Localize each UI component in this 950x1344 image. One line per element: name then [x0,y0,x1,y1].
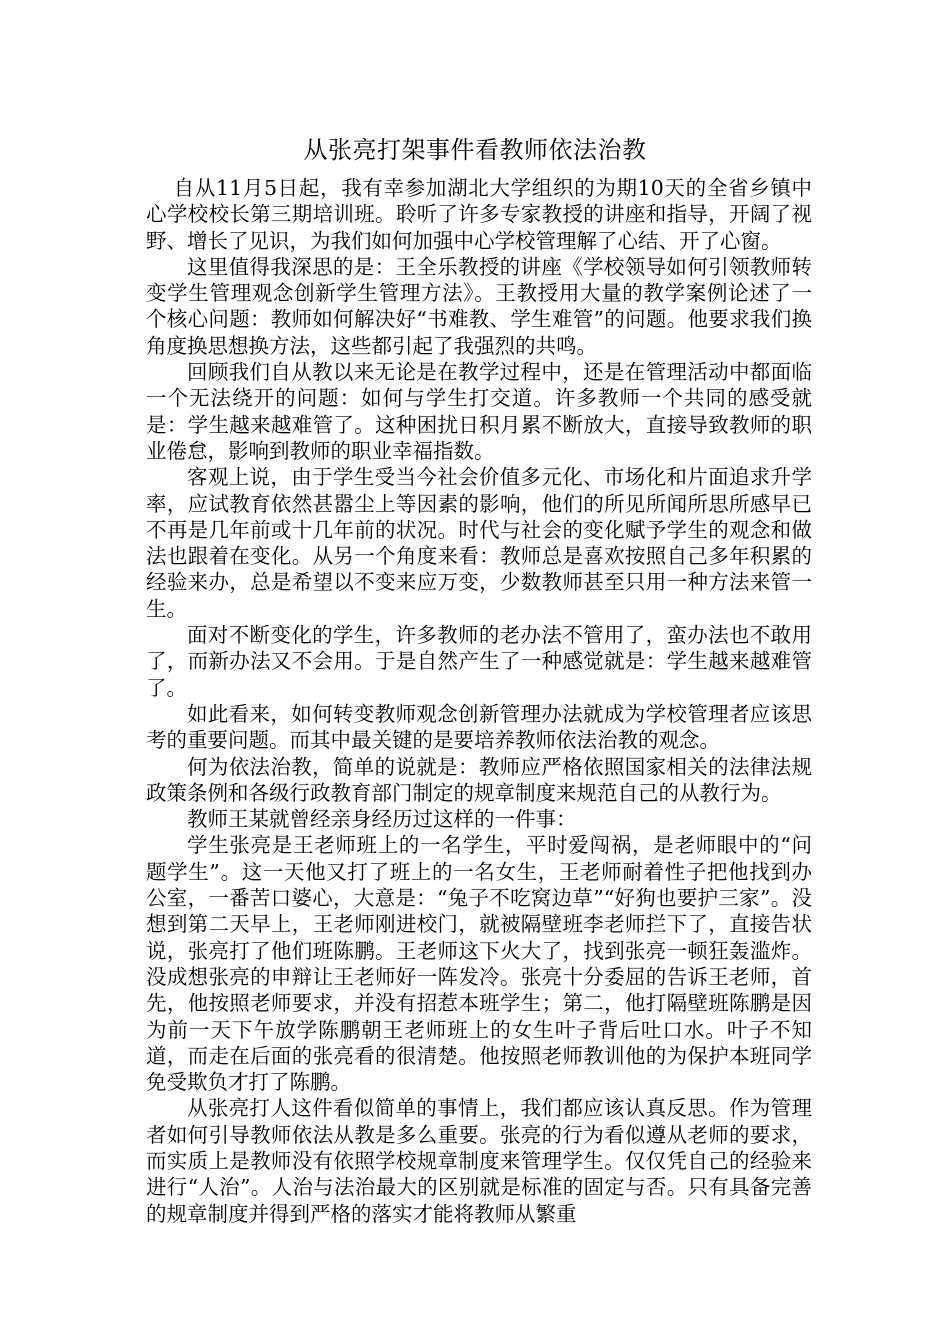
document-title: 从张亮打架事件看教师依法治教 [303,136,647,164]
paragraph: 这里值得我深思的是：王全乐教授的讲座《学校领导如何引领教师转变学生管理观念创新学生管理方法》。王教授用大量的教学案例论述了一个核心问题：教师如何解决好“书难教、学生难管”的问题。他要求我们换角度换思想换方法，这些都引起了我强烈的共鸣。 [146,254,812,358]
paragraph: 学生张亮是王老师班上的一名学生，平时爱闯祸，是老师眼中的“问题学生”。这一天他又打了班上的一名女生，王老师耐着性子把他找到办公室，一番苦口婆心，大意是：“兔子不吃窝边草”“好狗也要护三家”。没想到第二天早上，王老师刚进校门，就被隔壁班李老师拦下了，直接告状说，张亮打了他们班陈鹏。王老师这下火大了，找到张亮一顿狂轰滥炸。没成想张亮的申辩让王老师好一阵发冷。张亮十分委屈的告诉王老师，首先，他按照老师要求，并没有招惹本班学生；第二，他打隔壁班陈鹏是因为前一天下午放学陈鹏朝王老师班上的女生叶子背后吐口水。叶子不知道，而走在后面的张亮看的很清楚。他按照老师教训他的为保护本班同学免受欺负才打了陈鹏。 [146,833,812,1095]
paragraph: 从张亮打人这件看似简单的事情上，我们都应该认真反思。作为管理者如何引导教师依法从教是多么重要。张亮的行为看似遵从老师的要求，而实质上是教师没有依照学校规章制度来管理学生。仅仅凭自己的经验来进行“人治”。人治与法治最大的区别就是标准的固定与否。只有具备完善的规章制度并得到严格的落实才能将教师从繁重 [146,1096,812,1226]
paragraph: 自从11月5日起，我有幸参加湖北大学组织的为期10天的全省乡镇中心学校校长第三期培训班。聆听了许多专家教授的讲座和指导，开阔了视野、增长了见识，为我们如何加强中心学校管理解了心结、开了心窗。 [146,176,812,253]
paragraph: 面对不断变化的学生，许多教师的老办法不管用了，蛮办法也不敢用了，而新办法又不会用。于是自然产生了一种感觉就是：学生越来越难管了。 [146,623,812,700]
paragraph: 何为依法治教，简单的说就是：教师应严格依照国家相关的法律法规政策条例和各级行政教育部门制定的规章制度来规范自己的从教行为。 [146,754,812,805]
paragraph: 如此看来，如何转变教师观念创新管理办法就成为学校管理者应该思考的重要问题。而其中最关键的是要培养教师依法治教的观念。 [146,701,812,753]
paragraph: 客观上说，由于学生受当今社会价值多元化、市场化和片面追求升学率，应试教育依然甚嚣尘上等因素的影响，他们的所见所闻所思所感早已不再是几年前或十几年前的状况。时代与社会的变化赋予学生的观念和做法也跟着在变化。从另一个角度来看：教师总是喜欢按照自己多年积累的经验来办，总是希望以不变来应万变，少数教师甚至只用一种方法来管一生。 [146,465,812,621]
paragraph: 回顾我们自从教以来无论是在教学过程中，还是在管理活动中都面临一个无法绕开的问题：如何与学生打交道。许多教师一个共同的感受就是：学生越来越难管了。这种困扰日积月累不断放大，直接导致教师的职业倦怠，影响到教师的职业幸福指数。 [146,360,812,463]
paragraph: 教师王某就曾经亲身经历过这样的一件事： [187,807,577,832]
document-body [146,175,812,1227]
